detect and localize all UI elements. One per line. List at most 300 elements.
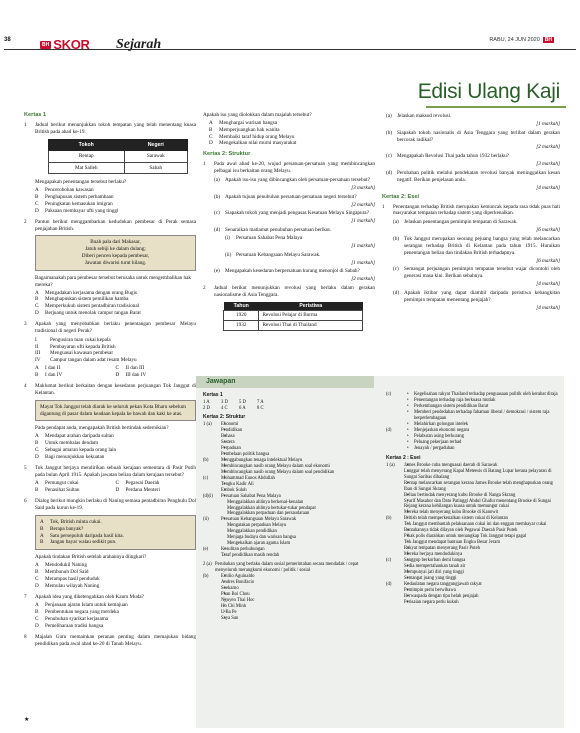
- date-badge: [489, 37, 554, 43]
- answer-block: [203, 422, 373, 458]
- option: [35, 187, 196, 194]
- option-text: II dan III: [125, 365, 145, 372]
- sub-question: [225, 235, 375, 242]
- answer-point: • Phan Boi Chou: [215, 592, 373, 598]
- sub-label: (c): [386, 153, 392, 160]
- option-letter: A: [35, 365, 39, 372]
- answer-point: • Mohammad Eunos Abdullah: [215, 476, 373, 482]
- option-letter: D: [115, 487, 120, 494]
- marks: [4 markah]: [536, 281, 560, 288]
- answer-key: 7 A: [257, 400, 264, 405]
- answers-esei-heading: Kertas 2 : Esei: [386, 454, 421, 461]
- answer-point: • Penentangan terhadap raja berkuasa mutlak: [398, 398, 562, 404]
- roman-numeral: II: [35, 343, 39, 350]
- option-text: Penasihat Sultan: [45, 487, 80, 494]
- answer-label: (d)(i): [203, 493, 213, 499]
- answer-point: • Soekarno: [215, 586, 373, 592]
- pantun-box: [35, 235, 196, 270]
- pantun-line: Jawatan diwarisi turut hilang.: [84, 260, 147, 267]
- answer-point: • Persatuan Sahabat Pena Malaya: [215, 494, 373, 500]
- option-letter: A: [35, 480, 39, 487]
- question-text: Pantun berikut menggambarkan kedudukan pembesar di Perak semasa penjajahan British.: [35, 218, 196, 232]
- answer-point: • Perkembangan sistem pendidikan Barat: [398, 404, 562, 410]
- sub-label: (c): [393, 266, 399, 273]
- answer-point: • Persatuan Kebangsaan Melayu Sarawak: [215, 517, 373, 523]
- sub-label: (a): [214, 177, 220, 184]
- answer-point: • Rakyat tempatan menyerang Pasir Puteh: [398, 546, 562, 552]
- answer-label: (d): [386, 427, 392, 433]
- answer-point: • Mereka berjaya mendudukinya: [398, 552, 562, 558]
- esei-heading: Kertas 2: Esei: [382, 193, 420, 200]
- question-stem: Mengapakah penentangan tersebut berlaku?: [35, 179, 127, 186]
- option-letter: D: [35, 453, 39, 460]
- option: [35, 583, 196, 590]
- option: [35, 440, 196, 447]
- answer-block: [386, 558, 562, 582]
- answer-point: Mengekalkan ajaran agama Islam: [227, 541, 291, 547]
- answer-point: • Pendidikan: [215, 428, 373, 434]
- roman-item: [35, 337, 196, 344]
- sub-question: [393, 236, 560, 257]
- marks: [1 markah]: [351, 218, 375, 225]
- answer-point: • Syarif Masahor dan Dato Patinggi Abdul Ghafur menentang Brooke di Sungai Rejang kerana kehilangan kuasa untuk memungut cukai: [398, 499, 562, 511]
- answer-point: • Peluang pekerjaan terhad: [398, 440, 562, 446]
- sub-question: [386, 130, 560, 144]
- question-6: [24, 498, 196, 512]
- answer-point: • Taraf pendidikan masih rendah: [215, 553, 373, 559]
- info-box: Mayat Tok Janggut telah diarak ke seluruh pekan Kota Bharu sebelum digantung di pasar dalam keadaan kepala ke bawah dan kaki ke atas.: [35, 400, 196, 422]
- question-text: Jadual berikut menunjukkan tokoh tempatan yang telah menentang kuasa British pada abad ke-19.: [35, 122, 196, 135]
- option-text: Mendapat arahan daripada sultan: [45, 433, 114, 440]
- question-number: 6: [24, 498, 27, 505]
- option-text: Mengekalkan nilai murni masyarakat: [219, 140, 297, 147]
- sub-question: [214, 210, 375, 217]
- answer-block: [203, 517, 373, 547]
- option-letter: A: [35, 433, 39, 440]
- option: [35, 569, 196, 576]
- sub-text: Apakah iktibar yang dapat diambil daripada peristiwa kebangkitan pemimpin tempatan menentang penjajah?: [404, 290, 560, 303]
- option-text: Untuk membalas dendam: [45, 440, 99, 447]
- answer-point: • James Brooke cuba menguasai daerah di Sarawak: [398, 463, 562, 469]
- table-header: Negeri: [124, 139, 187, 150]
- options-list: [35, 602, 196, 629]
- issue-date: RABU, 24 JUN 2020: [489, 37, 540, 43]
- answer-point: • Andres Bonifacio: [215, 580, 373, 586]
- question-number: 1: [24, 122, 27, 128]
- sub-label: (i): [225, 235, 230, 242]
- answer-point: • U Ba Pe: [215, 610, 373, 616]
- sub-text: Persatuan Kebangsaan Melayu Sarawak.: [236, 251, 321, 258]
- option-letter: A: [35, 562, 39, 569]
- sub-label: (d): [393, 290, 400, 297]
- option-letter: B: [35, 568, 39, 575]
- table-header: Tahun: [224, 302, 259, 311]
- sub-text: Senaraikan matlamat penubuhan persatuan berikut.: [225, 227, 332, 234]
- sub-text: Siapakah tokoh nasionalis di Asia Tenggara yang terlibat dalam gerakan bercorak radikal?: [397, 129, 560, 143]
- marks: [1 markah]: [536, 120, 560, 127]
- roman-item: [35, 350, 196, 357]
- option-letter: C: [35, 446, 39, 453]
- banner-title: Edisi Ulang Kaji: [417, 80, 560, 103]
- answer-key: 2 D: [203, 405, 210, 411]
- speaker: B: [40, 539, 44, 546]
- option: [35, 208, 196, 215]
- option-letter: C: [35, 303, 39, 310]
- option-letter: A: [35, 187, 39, 194]
- table-row: [224, 310, 363, 320]
- answer-point: • Bantahannya tidak dilayan oleh Pegawai Daerah Pasir Puteh: [398, 528, 562, 534]
- answer-point: Menjaga budaya dan warisan bangsa: [227, 535, 296, 541]
- sub-text: Apakah isu-isu yang dibincangkan oleh persatuan-persatuan tersebut?: [225, 177, 370, 184]
- option-text: Memulau wilayah Naning: [45, 582, 100, 589]
- option-letter: B: [35, 487, 39, 494]
- marks: [3 markah]: [351, 184, 375, 191]
- question-stem: Apakah tindakan British setelah arahannya diingkari?: [35, 554, 147, 561]
- sub-text: Siapakah tokoh yang menjadi pengasas Kesatuan Melayu Singapura?: [225, 210, 369, 217]
- question-text: Jadual berikut menunjukkan revolusi yang berlaku dalam gerakan nasionalisme di Asia Tenggara.: [214, 285, 375, 299]
- answer-point: • Menggabungkan tenaga intelektual Melayu: [215, 458, 373, 464]
- option-letter: B: [35, 194, 39, 201]
- option-text: I dan II: [45, 365, 61, 372]
- answer-label: (c): [203, 475, 209, 481]
- option: [35, 433, 196, 440]
- sub-text: Apakah tujuan penubuhan persatuan-persatuan negeri tersebut?: [225, 193, 357, 200]
- option-text: Pegawai Daerah: [125, 480, 160, 487]
- sub-label: (b): [393, 236, 400, 243]
- answer-label: 1 (a): [203, 421, 212, 427]
- answer-block: [203, 494, 373, 518]
- kertas1-heading: Kertas 1: [24, 112, 47, 118]
- dialog-line: [40, 533, 191, 540]
- answer-text: Perubahan yang berlaku dalam sosial pemerintahan secara mendadak / cepat menyeluruh merangkumi ekonomi / politik / sosial: [215, 562, 359, 574]
- pantun-line: Diberi pencen kepada pembesar,: [81, 253, 150, 260]
- sub-text: Semangat perjuangan pemimpin tempatan tersebut wajar dicontohi oleh generasi masa kini. Berikan sebabnya.: [404, 266, 560, 280]
- answer-point: • Ekonomi: [215, 422, 373, 428]
- marks: [4 markah]: [536, 304, 560, 311]
- question-4: [24, 383, 196, 397]
- answer-point: • Bahasa: [215, 434, 373, 440]
- options-list: [209, 120, 375, 147]
- option: [35, 480, 116, 487]
- answer-point: • Tok Janggut membantah pelaksanaan cukai ini dan enggan membayar cukai: [398, 522, 562, 528]
- sub-label: (b): [386, 129, 393, 136]
- option: [35, 303, 196, 310]
- answer-key: 6 A: [239, 405, 246, 411]
- marks: [2 markah]: [536, 144, 560, 151]
- column-c: [382, 112, 560, 314]
- answer-point: • Rentap melancarkan serangan kerana James Brooke telah menghapuskan orang Iban di Sungai Skrang: [398, 481, 562, 493]
- item-text: Pengusiran tuan cukai kepala: [50, 336, 111, 343]
- answer-block: [386, 428, 562, 452]
- answer-point: • Semangat juang yang tinggi: [398, 576, 562, 582]
- answer-key: 1 A: [203, 400, 210, 405]
- answer-point: • Pemimpin perlu berwibawa: [398, 588, 562, 594]
- option: [35, 454, 196, 461]
- answer-point: • Saya San: [215, 616, 373, 622]
- option-text: Penghapusan sistem perhambaan: [45, 194, 114, 201]
- answer-point: • Pihak polis diarahkan untuk menangkap Tok Janggut tetapi gagal: [398, 534, 562, 540]
- question-number: 1: [382, 203, 385, 210]
- revolusi-table: [223, 302, 363, 331]
- question-3: [24, 321, 196, 335]
- answer-block: [386, 582, 562, 606]
- sub-question: [386, 153, 560, 160]
- option: [209, 134, 375, 141]
- option: [35, 562, 196, 569]
- option-text: Membaiki taraf hidup orang Melayu: [219, 133, 295, 140]
- question-number: 8: [24, 633, 27, 640]
- answer-point: • Nguyen Thai Hoc: [215, 598, 373, 604]
- marks: [4 markah]: [536, 184, 560, 191]
- speaker: A: [40, 532, 44, 539]
- item-text: Menguasai kawasan pembesar: [50, 350, 114, 357]
- answer-point: • Kedaulatan negara tanggungjawab rakyat: [398, 582, 562, 588]
- option-text: Pemeliharaan tradisi bangsa: [45, 622, 104, 629]
- sub-question: [214, 227, 375, 234]
- question-stem: Pada pendapat anda, mengapakah British bertindak sedemikian?: [35, 425, 169, 432]
- sub-question: [386, 113, 560, 120]
- question-8: [24, 634, 196, 648]
- answer-point: • Pelaburan asing berkurang: [398, 434, 562, 440]
- option-text: Penubuhan syarikat kerjasama: [45, 616, 109, 623]
- answer-block: [203, 547, 373, 559]
- sub-question: [214, 268, 375, 275]
- option-text: Penjanaan ajaran Islam untuk kemajuan: [45, 602, 128, 609]
- answer-point: • Sastera: [215, 440, 373, 446]
- answer-label: (c): [386, 558, 392, 564]
- answer-point: Menggalakkan ahlinya bertukar-tukar pendapat: [227, 505, 316, 511]
- option: [35, 609, 196, 616]
- answer-point: • Kegelisahan rakyat Thailand terhadap penguasaan politik oleh kerabat diraja: [398, 392, 562, 398]
- question-text: Majalah Guru memainkan peranan penting dalam memajukan bidang pendidikan pada awal abad ke-20 di Tanah Melayu.: [35, 633, 196, 647]
- sub-text: Perubahan politik melalui pendekatan revolusi banyak meninggalkan kesan negatif. Berikan penjelasan anda.: [397, 170, 560, 183]
- answer-point: • Sanggup berkorban demi bangsa: [398, 558, 562, 564]
- option-text: Pemungut cukai: [45, 480, 79, 487]
- option-text: Memperjuangkan hak wanita: [219, 126, 280, 133]
- answer-point: • Beliau bertindak menyerang kubu Brooke di Nanga Skrang: [398, 493, 562, 499]
- question-stem: Bagaimanakah para pembesar tersebut berusaha untuk mengembalikan hak mereka?: [35, 274, 191, 288]
- answers-left-column: [203, 392, 373, 622]
- sub-text: Jelaskan penentangan pemimpin tempatan di Sarawak.: [404, 219, 518, 226]
- roman-numeral: IV: [35, 357, 41, 364]
- answer-key: 3 D: [221, 400, 228, 405]
- option: [35, 623, 196, 630]
- question-number: 2: [203, 285, 206, 292]
- sub-question: [393, 290, 560, 304]
- sub-label: (d): [386, 170, 393, 177]
- option-letter: C: [115, 480, 119, 487]
- item-text: Pembayaran ufti kepada British: [50, 343, 116, 350]
- question-7: [24, 594, 196, 601]
- answer-point: • Memberi pendedahan terhadap fahaman liberal / demokrasi / sistem raja berperlembagaan: [398, 410, 562, 422]
- answer-label: 2 (a): [203, 562, 212, 568]
- option-letter: D: [35, 582, 39, 589]
- answer-point: • Emilio Aguinaldo: [215, 574, 373, 580]
- answer-point: Menggalakkan pendidikan: [227, 529, 277, 535]
- dialog-text: Satu persepuluh daripada hasil kita.: [50, 532, 124, 539]
- option-letter: C: [115, 365, 119, 372]
- option-letter: A: [35, 602, 39, 609]
- options-grid: [35, 365, 196, 379]
- sub-text: Mengapakah kesedaran berpersatuan kurang menonjol di Sabah?: [225, 268, 360, 275]
- banner-underline: [426, 106, 566, 108]
- pantun-line: Jatuh sebiji ke dalam dulang;: [85, 246, 146, 253]
- sub-label: (a): [386, 113, 392, 119]
- option-letter: C: [35, 575, 39, 582]
- answer-label: (b): [203, 574, 209, 580]
- option: [209, 140, 375, 147]
- table-row: [49, 162, 188, 174]
- roman-item: [35, 344, 196, 351]
- answers-kertas1-heading: Kertas 1: [203, 392, 223, 398]
- option-text: Perdana Menteri: [125, 487, 160, 494]
- option-text: Pencerobohan kawasan: [45, 187, 94, 194]
- answer-point: • Perpaduan: [215, 446, 373, 452]
- question-text: Apakah idea yang diketengahkan oleh Kaum Muda?: [35, 593, 144, 600]
- page-number: 38: [4, 37, 11, 43]
- option-letter: A: [35, 289, 39, 296]
- table-cell: Revolusi Thai di Thailand: [259, 320, 363, 330]
- answer-block: [203, 458, 373, 476]
- answer-label: (c): [386, 392, 392, 397]
- sub-question: [393, 219, 560, 226]
- option-letter: A: [209, 119, 213, 126]
- option-letter: D: [35, 622, 39, 629]
- marks: [2 markah]: [351, 201, 375, 208]
- option-text: I dan IV: [45, 372, 63, 379]
- option: [35, 576, 196, 583]
- answer-label: (b): [203, 457, 209, 463]
- answer-point: • Mempunyai jati diri yang tinggi: [398, 570, 562, 576]
- marks: [6 markah]: [536, 257, 560, 264]
- option: [116, 487, 197, 494]
- tokoh-table: [48, 139, 188, 175]
- star-icon: ★: [24, 717, 30, 723]
- answer-point: • Berwaspada dengan tipu helah penjajah: [398, 594, 562, 600]
- section-title: Sejarah: [116, 37, 162, 52]
- answer-block: [386, 392, 562, 428]
- option-text: Peningkatan kemasukan imigran: [45, 201, 113, 208]
- table-cell: Rentap: [49, 150, 125, 162]
- sub-question: [225, 252, 375, 259]
- options-list: [35, 433, 196, 460]
- table-cell: 1932: [224, 320, 259, 330]
- answer-point: • Embok Suloh: [215, 488, 373, 494]
- option-letter: D: [35, 207, 39, 214]
- option-text: Menghapuskan sistem pemilikan hamba: [45, 296, 129, 303]
- answer-key: 5 D: [239, 400, 246, 405]
- answer-point: • Menjejaskan ekonomi negara: [398, 428, 562, 434]
- speaker: B: [40, 525, 44, 532]
- answer-point: • Jenayah / pergaduhan: [398, 446, 562, 452]
- table-header: Peristiwa: [259, 302, 363, 311]
- answer-label: (b): [386, 516, 392, 522]
- option-text: Berjuang untuk menolak campur tangan Barat: [45, 310, 141, 317]
- option-letter: B: [35, 296, 39, 303]
- option: [35, 365, 116, 372]
- option-letter: C: [35, 201, 39, 208]
- option: [116, 365, 197, 372]
- option-text: Membunuh Dol Said: [45, 568, 89, 575]
- option-letter: D: [209, 140, 213, 147]
- sub-text: Tok Janggut merupakan seorang pejuang bangsa yang telah melancarkan serangan terhadap British di Kelantan pada tahun 1915. Huraikan penentangan beliau dan tindakan British terhadapnya.: [404, 236, 560, 256]
- table-cell: Sabah: [124, 162, 187, 174]
- sub-question: [214, 177, 375, 184]
- question-5: [24, 465, 196, 479]
- option: [35, 372, 116, 379]
- question-stem: Apakah isu yang diolokkan dalam majalah tersebut?: [203, 112, 312, 118]
- options-list: [35, 562, 196, 589]
- marks: [2 markah]: [351, 276, 375, 283]
- kertas2-heading: Kertas 2: Struktur: [203, 151, 251, 158]
- option: [209, 120, 375, 127]
- dialog-line: [40, 526, 191, 533]
- dialog-line: [40, 519, 191, 526]
- option-letter: C: [35, 616, 39, 623]
- structured-question-2: [203, 285, 375, 299]
- question-1: [24, 122, 196, 136]
- answer-point: • Sedia mempertahankan tanah air: [398, 564, 562, 570]
- answer-point: • Tengku Kadir Ali: [215, 482, 373, 488]
- answer-point: • Melahirkan golongan intelek: [398, 422, 562, 428]
- speaker: A: [40, 518, 44, 525]
- answer-key: 8 C: [257, 405, 264, 411]
- mini-logo: BH: [544, 37, 552, 43]
- answer-point: • Perisaian negara perlu kukuh: [398, 600, 562, 606]
- dialog-line: [40, 539, 191, 546]
- option-text: Mendodukil Naning: [45, 562, 87, 569]
- answer-point: • Kesulitan perhubungan: [215, 547, 373, 553]
- question-text: Dialog berikut mungkin berlaku di Naning semasa pentadbiran Penghulu Dol Said pada kurun ke-19.: [35, 498, 196, 511]
- question-text: Apakah yang menyebabkan berlaku penentangan pembesar Melayu tradisional di negeri Perak?: [35, 321, 196, 334]
- sub-text: Jelaskan maksud revolusi.: [397, 113, 452, 119]
- question-2: [24, 219, 196, 233]
- table-row: [49, 150, 188, 162]
- question-text: Penentangan terhadap British merupakan kemuncak kepada rasa tidak puas hati masyarakat tempatan terhadap sistem yang diperkenalkan.: [393, 203, 560, 217]
- option: [116, 372, 197, 379]
- answer-point: • Langgar telah menyerang Kapal Meteesis di Batang Lupar kerana pelayaran di Sungai Saribas dihalang: [398, 469, 562, 481]
- answer-label: (e): [203, 547, 209, 553]
- answer-block: [203, 562, 373, 574]
- sub-label: (e): [214, 268, 220, 275]
- sub-label: (b): [214, 193, 221, 200]
- option-text: Bagi menunjukkan kekuatan: [45, 453, 105, 460]
- dialog-box: [35, 515, 196, 550]
- answer-point: • Membincangkan nasib orang Melayu dalam soal pendidikan: [215, 470, 373, 476]
- answer-block: [203, 476, 373, 494]
- sub-label: (a): [393, 219, 399, 226]
- marks: [6 markah]: [536, 227, 560, 234]
- answer-key: 4 C: [221, 405, 228, 411]
- option: [35, 310, 196, 317]
- roman-items: [35, 337, 196, 364]
- bh-logo-box: BH: [42, 41, 50, 48]
- sub-question: [214, 194, 375, 201]
- answer-point: Mengatakan perpaduan Melayu: [227, 523, 287, 529]
- option: [35, 290, 196, 297]
- roman-numeral: III: [35, 350, 41, 357]
- question-number: 4: [24, 382, 27, 389]
- option-text: Pembentukan negara yang merdeka: [45, 609, 119, 616]
- option: [35, 616, 196, 623]
- dialog-text: Tok, British minta cukai.: [50, 518, 102, 525]
- answer-block: [203, 574, 373, 622]
- marks: [1 markah]: [351, 242, 375, 249]
- pantun-line: Buah pala dari Makasar,: [90, 239, 141, 246]
- answer-point: • Pembelaan politik bangsa: [215, 452, 373, 458]
- dialog-text: Berapa banyak?: [50, 525, 84, 532]
- option-letter: B: [35, 372, 39, 379]
